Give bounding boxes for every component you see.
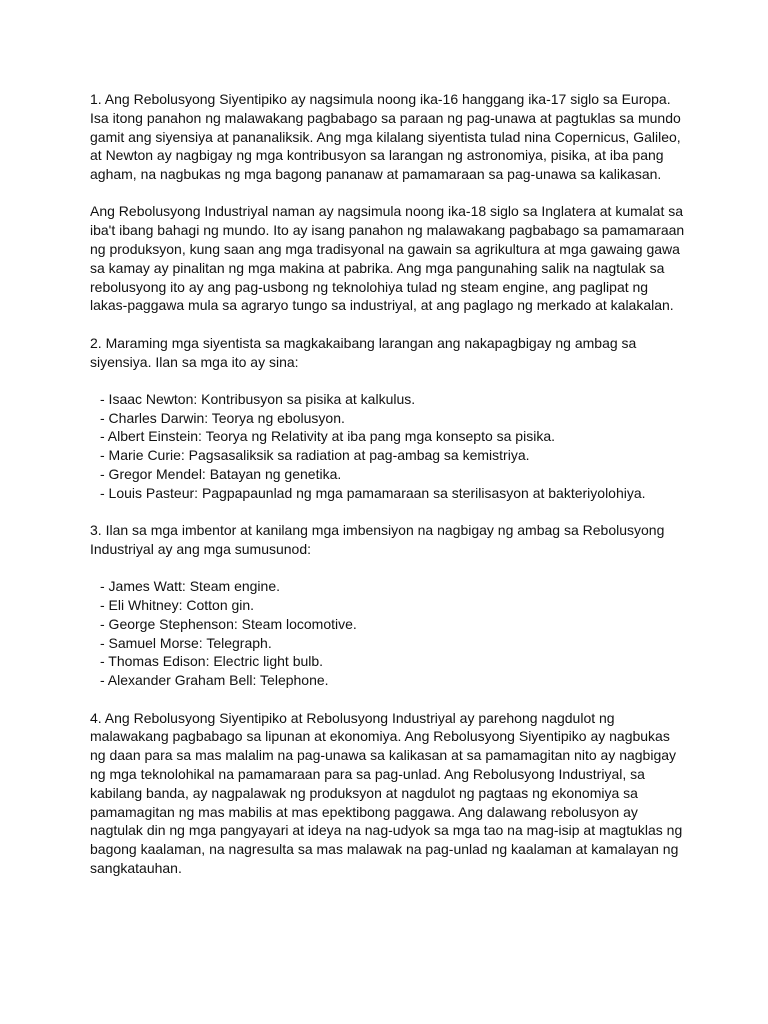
inventors-list: [90, 577, 686, 690]
list-item: - Albert Einstein: Teorya ng Relativity at iba pang mga konsepto sa pisika.: [100, 428, 555, 445]
list-item: - James Watt: Steam engine.: [100, 578, 280, 595]
paragraph-industrial-revolution: Ang Rebolusyong Industriyal naman ay nagsimula noong ika-18 siglo sa Inglatera at kumalat sa iba't ibang bahagi ng mundo. Ito ay isang panahon ng malawakang pagbabago sa pamamaraan ng produksyon, kung saan ang mga tradisyonal na gawain sa agrikultura at mga gawaing gawa sa kamay ay pinalitan ng mga makina at pabrika. Ang mga pangunahing salik na nagtulak sa rebolusyong ito ay ang pag-usbong ng teknolohiya tulad ng steam engine, ang paglipat ng lakas-paggawa mula sa agraryo tungo sa industriyal, at ang paglago ng merkado at kalakalan.: [90, 203, 685, 314]
list-item: - Gregor Mendel: Batayan ng genetika.: [100, 466, 342, 483]
list-item: - Isaac Newton: Kontribusyon sa pisika at kalkulus.: [100, 390, 416, 407]
paragraph-inventors-intro: 3. Ilan sa mga imbentor at kanilang mga imbensiyon na nagbigay ng ambag sa Rebolusyong Industriyal ay ang mga sumusunod:: [90, 522, 665, 557]
list-item: - Marie Curie: Pagsasaliksik sa radiation at pag-ambag sa kemistriya.: [100, 447, 530, 464]
paragraph-conclusion: 4. Ang Rebolusyong Siyentipiko at Rebolusyong Industriyal ay parehong nagdulot ng malawakang pagbabago sa lipunan at ekonomiya. Ang Rebolusyong Siyentipiko ay nagbukas ng daan para sa mas malalim na pag-unawa sa kalikasan at sa pamamagitan nito ay nagbigay ng mga teknolohikal na pamamaraan para sa pag-unlad. Ang Rebolusyong Industriyal, sa kabilang banda, ay nagpalawak ng produksyon at nagdulot ng pagtaas ng ekonomiya sa pamamagitan ng mas mabilis at mas epektibong paggawa. Ang dalawang rebolusyon ay nagtulak din ng mga pangyayari at ideya na nag-udyok sa mga tao na mag-isip at magtuklas ng bagong kaalaman, na nagresulta sa mas malawak na pag-unlad ng kaalaman at kamalayan ng sangkatauhan.: [90, 709, 683, 876]
list-item: - Samuel Morse: Telegraph.: [100, 634, 272, 651]
paragraph-scientists-intro: 2. Maraming mga siyentista sa magkakaibang larangan ang nakapagbigay ng ambag sa siyensiya. Ilan sa mga ito ay sina:: [90, 334, 637, 370]
list-item: - George Stephenson: Steam locomotive.: [100, 615, 357, 632]
list-item: - Thomas Edison: Electric light bulb.: [100, 653, 324, 670]
list-item: - Charles Darwin: Teorya ng ebolusyon.: [100, 409, 345, 426]
list-item: - Eli Whitney: Cotton gin.: [100, 597, 255, 614]
paragraph-scientific-revolution: 1. Ang Rebolusyong Siyentipiko ay nagsimula noong ika-16 hanggang ika-17 siglo sa Europa. Isa itong panahon ng malawakang pagbabago sa paraan ng pag-unawa at pagtuklas sa mundo gamit ang siyensiya at pananaliksik. Ang mga kilalang siyentista tulad nina Copernicus, Galileo, at Newton ay nagbigay ng mga kontribusyon sa larangan ng astronomiya, pisika, at iba pang agham, na nagbukas ng mga bagong pananaw at pamamaraan sa pag-unawa sa kalikasan.: [90, 91, 681, 183]
document-page: [90, 90, 686, 896]
scientists-list: [90, 390, 686, 503]
list-item: - Alexander Graham Bell: Telephone.: [100, 672, 329, 689]
list-item: - Louis Pasteur: Pagpapaunlad ng mga pamamaraan sa sterilisasyon at bakteriyolohiya.: [100, 484, 646, 501]
